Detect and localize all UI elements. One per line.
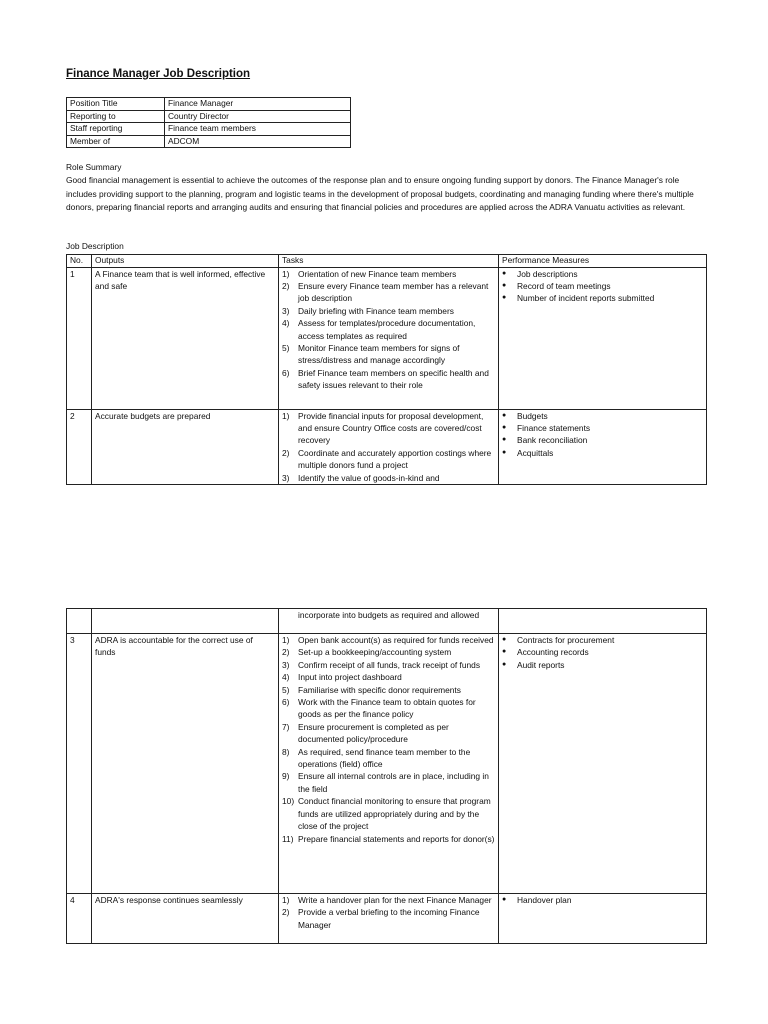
task-list [282,609,495,621]
measure-item [502,280,703,292]
task-item [282,833,495,845]
task-item [282,410,495,447]
task-text: Input into project dashboard [298,672,402,683]
row-tasks [279,409,499,484]
info-value: ADCOM [165,135,351,148]
task-text: Provide a verbal briefing to the incoming Finance Manager [298,907,480,930]
task-item [282,317,495,342]
row-number: 2 [67,409,92,484]
task-number: 3) [282,472,290,483]
job-description-heading: Job Description [66,241,124,251]
task-list [282,634,495,845]
bullet-icon: ● [502,436,507,444]
task-number: 2) [282,447,290,458]
bullet-icon: ● [502,411,507,419]
task-number: 5) [282,342,290,353]
row-measures [499,267,707,409]
task-list [282,410,495,484]
header-tasks: Tasks [279,255,499,268]
role-summary-text: Good financial management is essential to achieve the outcomes of the response plan and to ensure ongoing funding support by donors. The Finance Manager's role includes providing support to the planning, program and logistic teams in the development of proposal budgets, coordinating and managing funding where there's multiple donors, preparing financial reports and arranging audits and ensuring that financial policies and procedures are applied across the ADRA Vanuatu activities as relevant. [66,175,694,213]
measure-item [502,894,703,906]
position-info-table [66,97,351,148]
measure-text: Handover plan [517,895,572,905]
measure-list [502,634,703,671]
bullet-icon: ● [502,423,507,431]
header-no: No. [67,255,92,268]
role-summary-heading: Role Summary [66,162,122,172]
task-number: 10) [282,796,295,807]
task-number: 1) [282,895,290,905]
task-text: Provide financial inputs for proposal development, and ensure Country Office costs are covered/cost recovery [298,410,484,446]
table-row [67,267,707,409]
task-item [282,671,495,683]
task-item [282,268,495,280]
task-text: Work with the Finance team to obtain quotes for goods as per the finance policy [298,697,476,720]
measure-item [502,634,703,646]
task-item [282,894,495,906]
measure-text: Accounting records [517,647,589,658]
task-number: 3) [282,305,290,316]
bullet-icon: ● [502,648,507,656]
measure-text: Job descriptions [517,268,578,279]
task-text: As required, send finance team member to the operations (field) office [298,746,471,770]
task-item [282,721,495,746]
measure-list [502,894,703,906]
row-output: Accurate budgets are prepared [92,409,279,484]
info-row [67,110,351,123]
bullet-icon: ● [502,660,507,668]
measure-text: Record of team meetings [517,280,611,291]
bullet-icon: ● [502,294,507,302]
task-text: Ensure procurement is completed as per documented policy/procedure [298,721,449,745]
task-text: Coordinate and accurately apportion costings where multiple donors fund a project [298,447,492,471]
info-value: Finance team members [165,123,351,136]
task-item [282,746,495,771]
row-tasks [279,609,499,634]
task-item [282,609,495,621]
task-number: 2) [282,647,290,658]
info-key: Reporting to [67,110,165,123]
row-output: ADRA is accountable for the correct use of funds [92,634,279,894]
task-list [282,268,495,392]
measure-text: Bank reconciliation [517,435,588,446]
bullet-icon: ● [502,636,507,643]
row-output: ADRA's response continues seamlessly [92,894,279,944]
task-text: Open bank account(s) as required for funds received [298,635,494,645]
task-text: Ensure every Finance team member has a relevant job description [298,280,489,304]
table-row [67,609,707,634]
bullet-icon: ● [502,896,507,903]
measure-item [502,659,703,671]
measure-item [502,646,703,658]
row-tasks [279,634,499,894]
info-key: Position Title [67,98,165,111]
task-number: 7) [282,721,290,732]
measure-item [502,410,703,422]
row-measures [499,894,707,944]
task-item [282,646,495,658]
row-number [67,609,92,634]
task-number: 9) [282,771,290,782]
job-description-table-page1 [66,254,707,485]
task-number: 6) [282,367,290,378]
task-number: 3) [282,659,290,670]
task-item [282,447,495,472]
measure-item [502,447,703,459]
task-text: Prepare financial statements and reports for donor(s) [298,833,495,844]
task-item [282,305,495,317]
row-measures [499,609,707,634]
task-text: Confirm receipt of all funds, track receipt of funds [298,659,481,670]
info-key: Member of [67,135,165,148]
row-number: 1 [67,267,92,409]
task-text: Identify the value of goods-in-kind and [298,472,440,483]
task-text: Set-up a bookkeeping/accounting system [298,647,452,658]
measure-text: Number of incident reports submitted [517,293,655,304]
info-row [67,98,351,111]
measure-item [502,268,703,280]
row-number: 4 [67,894,92,944]
task-number: 5) [282,684,290,695]
task-text: Familiarise with specific donor requirements [298,684,461,695]
task-number: 1) [282,635,290,645]
table-header-row [67,255,707,268]
task-item [282,696,495,721]
measure-item [502,292,703,304]
task-item [282,280,495,305]
measure-text: Contracts for procurement [517,635,615,645]
task-item [282,795,495,832]
task-text: Daily briefing with Finance team members [298,305,454,316]
task-number: 8) [282,746,290,757]
job-description-table-page2 [66,608,707,944]
task-item [282,906,495,931]
row-measures [499,409,707,484]
task-number: 2) [282,280,290,291]
row-number: 3 [67,634,92,894]
info-value: Finance Manager [165,98,351,111]
table-row [67,634,707,894]
task-text: Assess for templates/procedure documentation, access templates as required [298,318,476,341]
info-row [67,135,351,148]
task-number: 1) [282,410,290,421]
bullet-icon: ● [502,269,507,277]
row-measures [499,634,707,894]
task-item [282,770,495,795]
task-text: Write a handover plan for the next Finance Manager [298,895,492,905]
task-item [282,342,495,367]
task-item [282,659,495,671]
document-title: Finance Manager Job Description [66,68,251,80]
row-output: A Finance team that is well informed, effective and safe [92,267,279,409]
table-row [67,894,707,944]
task-number: 4) [282,672,290,683]
task-number: 4) [282,318,290,329]
task-list [282,894,495,931]
task-item [282,367,495,392]
header-performance-measures: Performance Measures [499,255,707,268]
info-key: Staff reporting [67,123,165,136]
header-outputs: Outputs [92,255,279,268]
task-item [282,472,495,484]
info-value: Country Director [165,110,351,123]
task-item [282,634,495,646]
task-text: Monitor Finance team members for signs of stress/distress and manage accordingly [298,342,460,366]
measure-text: Finance statements [517,422,591,433]
bullet-icon: ● [502,281,507,289]
task-number: 6) [282,697,290,708]
measure-list [502,410,703,460]
row-output [92,609,279,634]
bullet-icon: ● [502,448,507,456]
task-text: Orientation of new Finance team members [298,268,457,279]
info-row [67,123,351,136]
table-row [67,409,707,484]
measure-item [502,434,703,446]
task-text: Ensure all internal controls are in place, including in the field [298,771,489,794]
measure-text: Acquittals [517,447,554,458]
task-text: incorporate into budgets as required and allowed [298,610,480,620]
task-number: 1) [282,268,290,279]
row-tasks [279,894,499,944]
row-tasks [279,267,499,409]
task-number [282,609,298,621]
measure-list [502,268,703,305]
task-item [282,684,495,696]
task-text: Conduct financial monitoring to ensure that program funds are utilized appropriately during and by the close of the project [298,796,491,832]
measure-text: Audit reports [517,659,565,670]
task-number: 2) [282,907,290,918]
task-number: 11) [282,833,294,844]
measure-item [502,422,703,434]
measure-text: Budgets [517,410,548,421]
task-text: Brief Finance team members on specific health and safety issues relevant to their role [298,367,489,391]
